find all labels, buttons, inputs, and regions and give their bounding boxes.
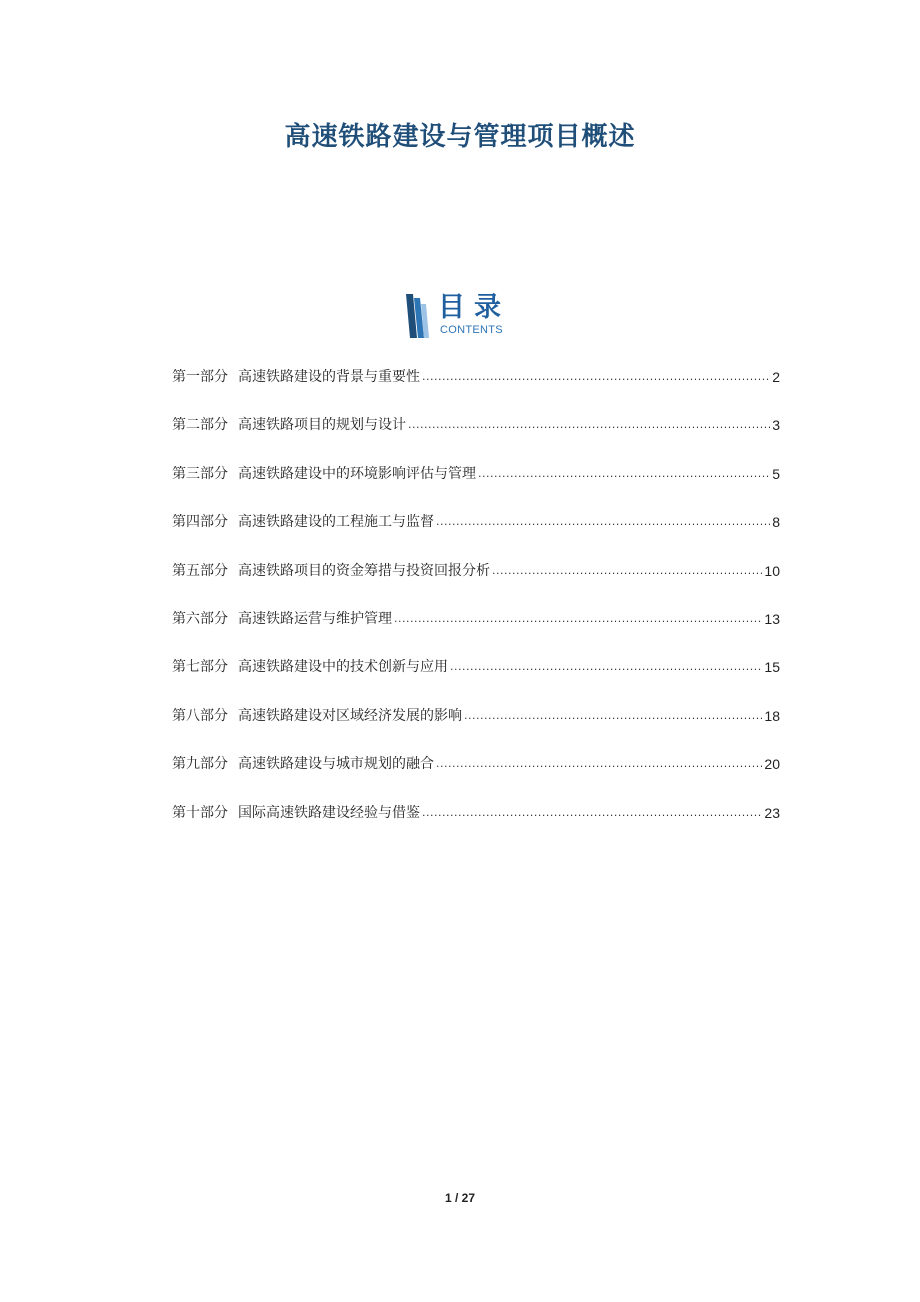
toc-entry-page: 23 — [764, 804, 780, 821]
toc-entry-title: 高速铁路建设中的技术创新与应用 — [238, 659, 448, 676]
toc-entry-title: 国际高速铁路建设经验与借鉴 — [238, 804, 420, 821]
toc-entry-part: 第四部分 — [172, 514, 228, 531]
toc-entry-part: 第八部分 — [172, 707, 228, 724]
toc-entry-page: 18 — [764, 707, 780, 724]
toc-entry-title: 高速铁路建设中的环境影响评估与管理 — [238, 465, 476, 482]
toc-entry-title: 高速铁路运营与维护管理 — [238, 610, 392, 627]
toc-entry-page: 10 — [764, 562, 780, 579]
toc-entry-page: 13 — [764, 610, 780, 627]
toc-entry-title: 高速铁路项目的资金筹措与投资回报分析 — [238, 562, 490, 579]
toc-entry-page: 2 — [772, 369, 780, 385]
toc-entry[interactable] — [172, 364, 780, 412]
toc-leader-dots — [492, 558, 762, 584]
toc-entry-part: 第九部分 — [172, 756, 228, 773]
toc-entry[interactable] — [172, 800, 780, 848]
toc-entry[interactable] — [172, 412, 780, 460]
toc-leader-dots — [422, 364, 770, 390]
toc-header — [404, 292, 534, 340]
toc-entry-part: 第七部分 — [172, 659, 228, 676]
page-indicator: 1 / 27 — [444, 1191, 476, 1205]
toc-entry[interactable] — [172, 558, 780, 606]
toc-entry-page: 20 — [764, 756, 780, 773]
toc-entry[interactable] — [172, 703, 780, 751]
toc-bars-icon — [404, 294, 430, 338]
toc-heading: 目录 — [438, 292, 510, 323]
toc-entry-part: 第十部分 — [172, 804, 228, 821]
toc-leader-dots — [394, 606, 762, 632]
toc-entry-title: 高速铁路建设对区域经济发展的影响 — [238, 707, 462, 724]
toc-entry-page: 3 — [772, 417, 780, 434]
toc-entry-part: 第二部分 — [172, 417, 228, 434]
toc-entry-title: 高速铁路项目的规划与设计 — [238, 417, 406, 434]
toc-entry[interactable] — [172, 461, 780, 509]
toc-entry[interactable] — [172, 654, 780, 702]
document-title: 高速铁路建设与管理项目概述 — [284, 122, 636, 152]
toc-leader-dots — [422, 800, 762, 826]
toc-leader-dots — [408, 412, 770, 438]
toc-entry-title: 高速铁路建设的工程施工与监督 — [238, 514, 434, 531]
toc-entry-title: 高速铁路建设与城市规划的融合 — [238, 756, 434, 773]
toc-leader-dots — [436, 751, 762, 777]
toc-leader-dots — [478, 461, 770, 487]
toc-entry-page: 5 — [772, 465, 780, 482]
toc-entry-part: 第三部分 — [172, 465, 228, 482]
toc-entry[interactable] — [172, 751, 780, 799]
toc-entry-part: 第五部分 — [172, 562, 228, 579]
toc-entry-page: 8 — [772, 514, 780, 531]
toc-entry-title: 高速铁路建设的背景与重要性 — [238, 369, 420, 385]
toc-entry[interactable] — [172, 606, 780, 654]
toc-leader-dots — [436, 509, 770, 535]
toc-leader-dots — [450, 654, 762, 680]
toc-entry[interactable] — [172, 509, 780, 557]
toc-list — [172, 364, 780, 848]
toc-leader-dots — [464, 703, 762, 729]
toc-entry-page: 15 — [764, 659, 780, 676]
toc-subheading: CONTENTS — [440, 324, 503, 336]
toc-entry-part: 第六部分 — [172, 610, 228, 627]
toc-entry-part: 第一部分 — [172, 369, 228, 385]
